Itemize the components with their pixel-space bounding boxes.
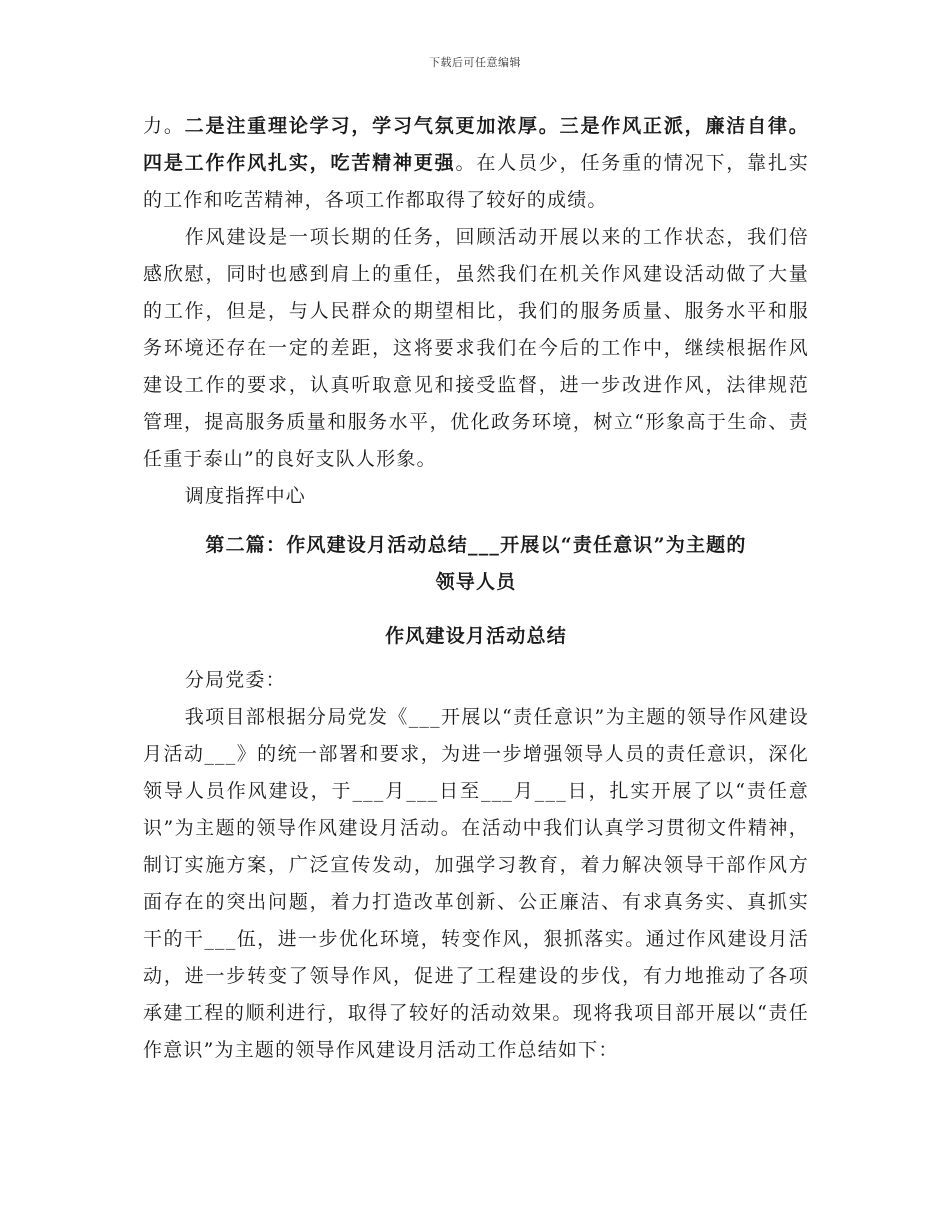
page-header-note: 下载后可任意编辑: [429, 56, 521, 69]
paragraph-1-bold-3: 三是作风正派，廉洁自律。: [559, 115, 810, 137]
paragraph-1-lead: 力。: [143, 115, 185, 137]
letter-body: [143, 662, 809, 1069]
paragraph-1-tail: 。在人员少，任务重的情况下，靠扎实的工作和吃苦精神，各项工作都取得了较好的成绩。: [143, 152, 809, 211]
chapter-title-line-2: 领导人员: [435, 571, 517, 593]
paragraph-3: 我项目部根据分局党发《___开展以“责任意识”为主题的领导作风建设月活动___》的统一部署和要求，为进一步增强领导人员的责任意识，深化领导人员作风建设，于___月___日至___月___日，扎实开展了以“责任意识”为主题的领导作风建设月活动。在活动中我们认真学习贯彻文件精神，制订实施方案，广泛宣传发动，加强学习教育，着力解决领导干部作风方面存在的突出问题，着力打造改革创新、公正廉洁、有求真务实、真抓实干的干___伍，进一步优化环境，转变作风，狠抓落实。通过作风建设月活动，进一步转变了领导作风，促进了工程建设的步伐，有力地推动了各项承建工程的顺利进行，取得了较好的活动效果。现将我项目部开展以“责任作意识”为主题的领导作风建设月活动工作总结如下：: [143, 706, 809, 1061]
chapter-title-line-3: 作风建设月活动总结: [385, 625, 567, 647]
paragraph-1-bold-4: 四是工作作风扎实，吃苦精神更强: [143, 152, 456, 174]
document-body: [143, 108, 809, 515]
chapter-title-line-1: 第二篇：作风建设月活动总结___开展以“责任意识”为主题的: [205, 534, 747, 556]
paragraph-1: [143, 108, 809, 219]
salutation: 分局党委：: [184, 669, 286, 691]
paragraph-1-bold-2: 二是注重理论学习，学习气氛更加浓厚。: [184, 115, 560, 137]
paragraph-2: 作风建设是一项长期的任务，回顾活动开展以来的工作状态，我们倍感欣慰，同时也感到肩上的重任，虽然我们在机关作风建设活动做了大量的工作，但是，与人民群众的期望相比，我们的服务质量、服务水平和服务环境还存在一定的差距，这将要求我们在今后的工作中，继续根据作风建设工作的要求，认真听取意见和接受监督，进一步改进作风，法律规范管理，提高服务质量和服务水平，优化政务环境，树立“形象高于生命、责任重于泰山”的良好支队人形象。: [143, 226, 809, 470]
signature: 调度指挥中心: [184, 485, 306, 507]
chapter-heading: [143, 527, 809, 655]
